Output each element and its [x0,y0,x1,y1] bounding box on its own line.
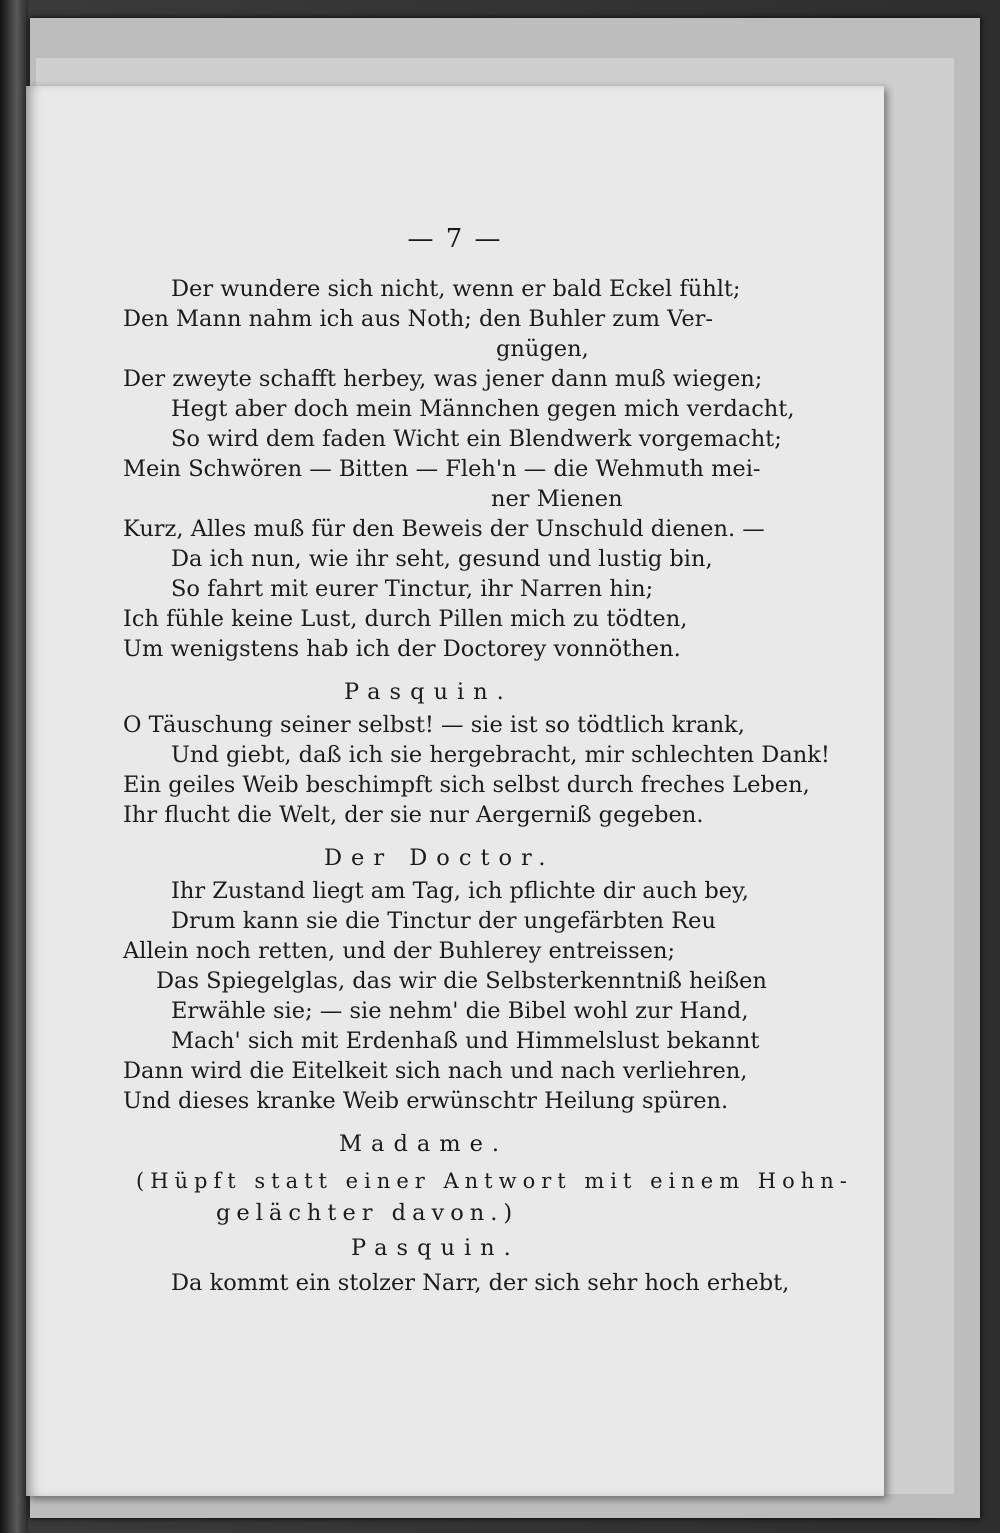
page-number: — 7 — [407,224,503,254]
text-line: Um wenigstens hab ich der Doctorey vonnöthen. [123,636,681,662]
text-line: Das Spiegelglas, das wir die Selbsterkenntniß heißen [156,968,767,994]
text-line: Kurz, Alles muß für den Beweis der Unschuld dienen. — [123,516,765,542]
stage-direction: gelächter davon.) [216,1200,519,1226]
page-text [26,86,884,1496]
text-line: Allein noch retten, und der Buhlerey entreissen; [123,938,676,964]
speaker-name: Madame. [339,1131,509,1157]
text-line: So fahrt mit eurer Tinctur, ihr Narren hin; [171,576,654,602]
text-line: Da kommt ein stolzer Narr, der sich sehr hoch erhebt, [171,1270,790,1296]
speaker-name: Pasquin. [351,1235,520,1261]
text-line: Dann wird die Eitelkeit sich nach und nach verliehren, [123,1058,748,1084]
text-line: So wird dem faden Wicht ein Blendwerk vorgemacht; [171,426,782,452]
text-line: Mein Schwören — Bitten — Fleh'n — die Wehmuth mei- [123,456,761,482]
stage-direction: (Hüpft statt einer Antwort mit einem Hohn- [136,1169,853,1193]
speaker-name: Pasquin. [344,679,513,705]
page [26,86,884,1496]
text-line: Der zweyte schafft herbey, was jener dann muß wiegen; [123,366,763,392]
text-line: Und giebt, daß ich sie hergebracht, mir schlechten Dank! [171,742,830,768]
text-line: Der wundere sich nicht, wenn er bald Eckel fühlt; [171,276,741,302]
text-line: Ihr flucht die Welt, der sie nur Aergerniß gegeben. [123,802,704,828]
text-line: Da ich nun, wie ihr seht, gesund und lustig bin, [171,546,713,572]
text-line: Mach' sich mit Erdenhaß und Himmelslust bekannt [171,1028,760,1054]
text-line: Den Mann nahm ich aus Noth; den Buhler zum Ver- [123,306,713,332]
text-line: gnügen, [496,336,589,362]
text-line: Drum kann sie die Tinctur der ungefärbten Reu [171,908,716,934]
speaker-name: Der Doctor. [324,845,555,871]
text-line: Ihr Zustand liegt am Tag, ich pflichte dir auch bey, [171,878,749,904]
text-line: Erwähle sie; — sie nehm' die Bibel wohl zur Hand, [171,998,749,1024]
text-line: Hegt aber doch mein Männchen gegen mich verdacht, [171,396,795,422]
text-line: O Täuschung seiner selbst! — sie ist so tödtlich krank, [123,712,745,738]
text-line: ner Mienen [491,486,623,512]
text-line: Ein geiles Weib beschimpft sich selbst durch freches Leben, [123,772,810,798]
text-line: Und dieses kranke Weib erwünschtr Heilung spüren. [123,1088,729,1114]
book-spine [0,0,28,1533]
text-line: Ich fühle keine Lust, durch Pillen mich zu tödten, [123,606,688,632]
